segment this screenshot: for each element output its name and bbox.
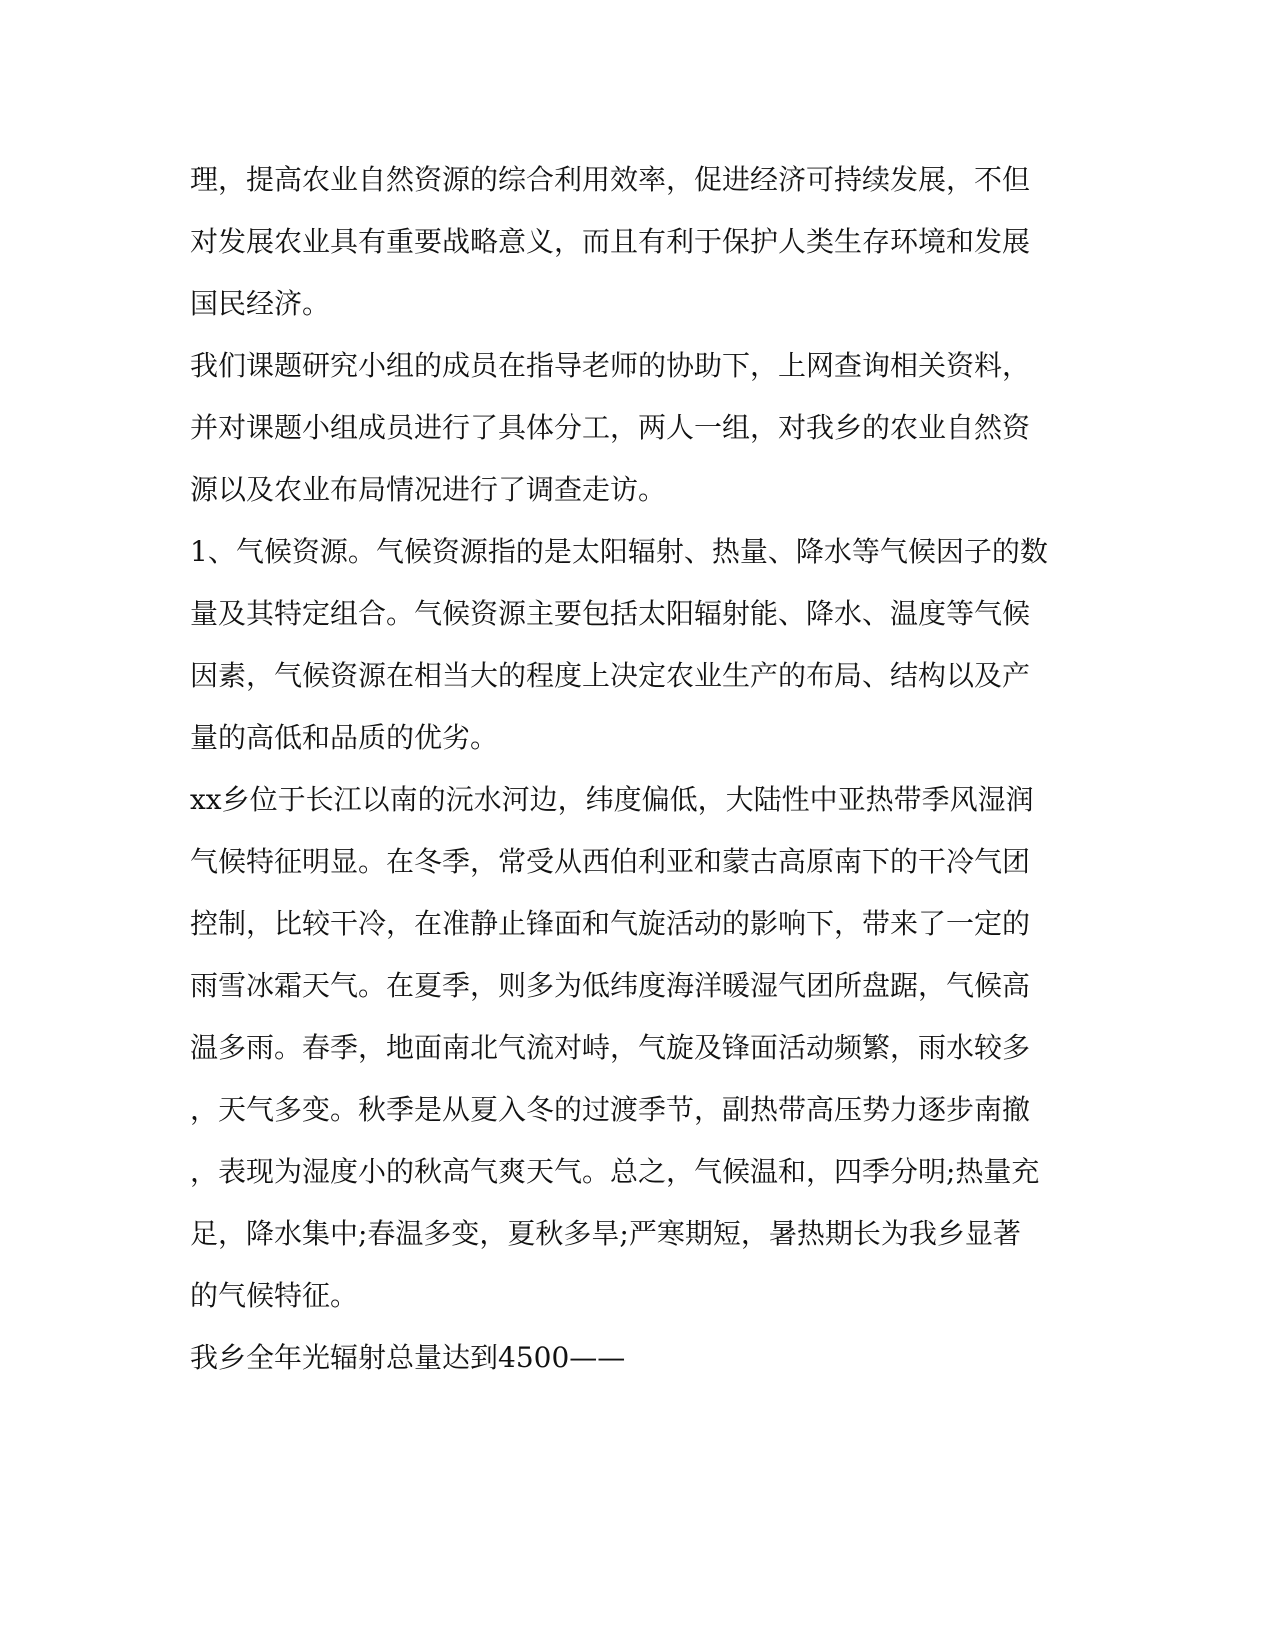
- text-line: 1、气候资源。气候资源指的是太阳辐射、热量、降水等气候因子的数: [190, 535, 1048, 568]
- text-line: 我们课题研究小组的成员在指导老师的协助下，上网查询相关资料，: [190, 349, 1031, 382]
- text-line: xx乡位于长江以南的沅水河边，纬度偏低，大陆性中亚热带季风湿润: [190, 783, 1034, 816]
- text-line: 对发展农业具有重要战略意义，而且有利于保护人类生存环境和发展: [190, 225, 1031, 258]
- text-line: ，天气多变。秋季是从夏入冬的过渡季节，副热带高压势力逐步南撤: [190, 1093, 1031, 1126]
- text-line: 的气候特征。: [190, 1279, 359, 1312]
- text-line: 国民经济。: [190, 287, 331, 320]
- text-line: 足，降水集中;春温多变，夏秋多旱;严寒期短，暑热期长为我乡显著: [190, 1217, 1021, 1250]
- text-line: 并对课题小组成员进行了具体分工，两人一组，对我乡的农业自然资: [190, 411, 1031, 444]
- text-line: 气候特征明显。在冬季，常受从西伯利亚和蒙古高原南下的干冷气团: [190, 845, 1031, 878]
- text-line: 雨雪冰霜天气。在夏季，则多为低纬度海洋暖湿气团所盘踞，气候高: [190, 969, 1031, 1002]
- text-line: 源以及农业布局情况进行了调查走访。: [190, 473, 667, 506]
- text-line: 温多雨。春季，地面南北气流对峙，气旋及锋面活动频繁，雨水较多: [190, 1031, 1031, 1064]
- text-line: 量及其特定组合。气候资源主要包括太阳辐射能、降水、温度等气候: [190, 597, 1031, 630]
- text-line: 我乡全年光辐射总量达到4500——: [190, 1341, 626, 1374]
- text-line: 控制，比较干冷，在准静止锋面和气旋活动的影响下，带来了一定的: [190, 907, 1031, 940]
- text-line: ，表现为湿度小的秋高气爽天气。总之，气候温和，四季分明;热量充: [190, 1155, 1040, 1188]
- text-line: 量的高低和品质的优劣。: [190, 721, 499, 754]
- text-line: 理，提高农业自然资源的综合利用效率，促进经济可持续发展，不但: [190, 163, 1031, 196]
- text-line: 因素，气候资源在相当大的程度上决定农业生产的布局、结构以及产: [190, 659, 1031, 692]
